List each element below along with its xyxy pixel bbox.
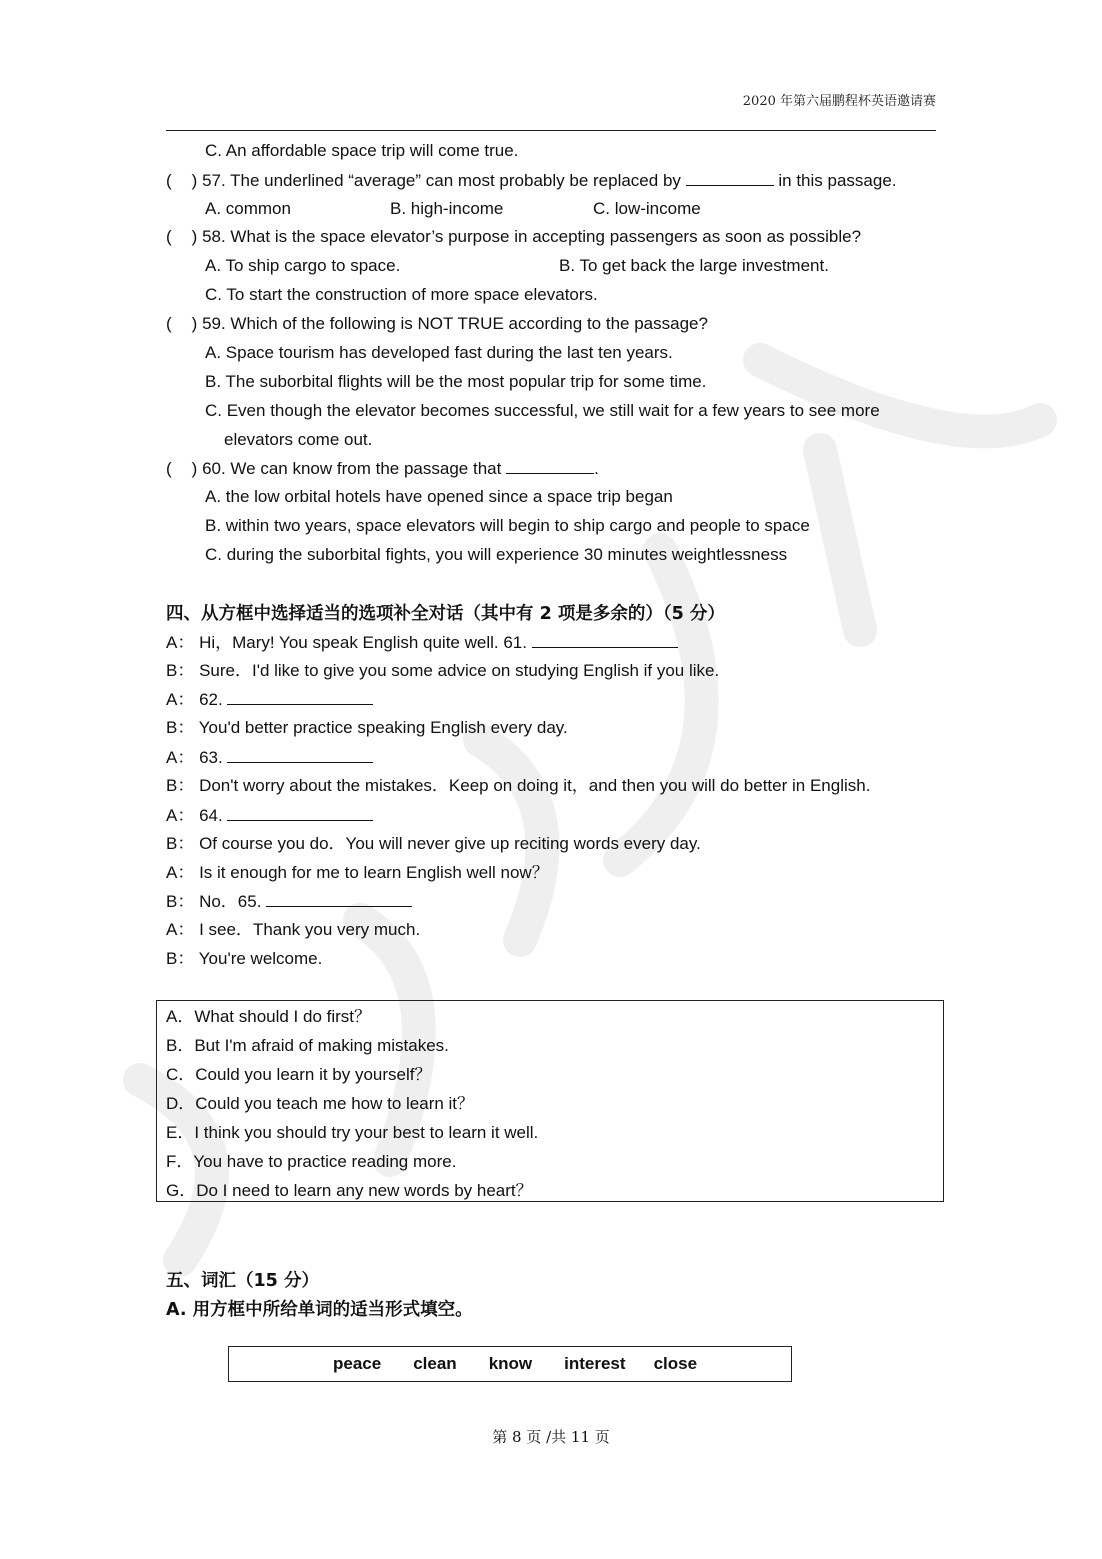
speaker-label: B： (166, 776, 195, 795)
dialogue-line (166, 805, 373, 826)
answer-paren-close: ) (191, 459, 198, 478)
speaker-label: A： (166, 806, 195, 825)
q58-text: 58. What is the space elevator’s purpose in accepting passengers as soon as possible? (202, 227, 862, 246)
word-list (333, 1354, 697, 1374)
option-b: B．But I'm afraid of making mistakes. (166, 1036, 449, 1055)
answer-blank-63 (227, 747, 373, 763)
word-item: close (653, 1354, 698, 1373)
speaker-label: A： (166, 633, 195, 652)
dialogue-text: I see．Thank you very much. (199, 920, 421, 939)
q57-stem (166, 170, 897, 191)
section5-subtitle: A. 用方框中所给单词的适当形式填空。 (166, 1300, 473, 1320)
q57-option-a: A. common (205, 199, 291, 218)
q58-stem (166, 227, 861, 247)
answer-blank-61 (532, 632, 678, 648)
dialogue-text: No．65. (199, 892, 262, 911)
dialogue-text: You're welcome. (198, 949, 323, 968)
dialogue-text: You'd better practice speaking English every day. (198, 718, 568, 737)
answer-paren-close: ) (191, 227, 198, 246)
option-a: A．What should I do first？ (166, 1007, 372, 1026)
q57-text: 57. The underlined “average” can most probably be replaced by (202, 171, 681, 190)
q58-option-b: B. To get back the large investment. (559, 256, 829, 275)
dialogue-text: 64. (199, 806, 223, 825)
section5-title: 五、词汇（15 分） (166, 1271, 319, 1291)
dialogue-line (166, 661, 719, 681)
dialogue-text: Don't worry about the mistakes．Keep on doing it，and then you will do better in English. (199, 776, 871, 795)
section4-title: 四、从方框中选择适当的选项补全对话（其中有 2 项是多余的）（5 分） (166, 604, 725, 624)
dialogue-line (166, 863, 549, 883)
speaker-label: B： (166, 834, 195, 853)
q56-option-c: C. An affordable space trip will come true. (205, 141, 519, 160)
dialogue-text: 62. (199, 690, 223, 709)
dialogue-text: 63. (199, 748, 223, 767)
answer-paren-open: ( (166, 314, 172, 333)
q59-option-c: C. Even though the elevator becomes successful, we still wait for a few years to see more (205, 401, 880, 420)
speaker-label: A： (166, 920, 195, 939)
answer-blank-62 (227, 689, 373, 705)
page-footer: 第 8 页 /共 11 页 (492, 1428, 610, 1446)
option-f: F．You have to practice reading more. (166, 1152, 457, 1171)
speaker-label: B： (166, 892, 195, 911)
word-item: interest (564, 1354, 626, 1373)
answer-paren-open: ( (166, 459, 172, 478)
q58-option-c: C. To start the construction of more space elevators. (205, 285, 598, 304)
dialogue-line (166, 891, 412, 912)
answer-blank-64 (227, 805, 373, 821)
dialogue-line (166, 689, 373, 710)
option-e: E．I think you should try your best to learn it well. (166, 1123, 539, 1142)
q59-option-a: A. Space tourism has developed fast during the last ten years. (205, 343, 673, 362)
dialogue-text: Of course you do．You will never give up reciting words every day. (199, 834, 701, 853)
q57-text-end: in this passage. (778, 171, 897, 190)
answer-paren-close: ) (191, 314, 198, 333)
word-item: clean (413, 1354, 457, 1373)
option-c: C．Could you learn it by yourself？ (166, 1065, 432, 1084)
dialogue-text: Sure．I'd like to give you some advice on studying English if you like. (199, 661, 720, 680)
q60-stem (166, 458, 599, 479)
speaker-label: B： (166, 661, 195, 680)
q59-option-b: B. The suborbital flights will be the most popular trip for some time. (205, 372, 707, 391)
dialogue-line (166, 834, 701, 854)
speaker-label: A： (166, 748, 195, 767)
dialogue-line (166, 949, 322, 969)
q59-text: 59. Which of the following is NOT TRUE according to the passage? (202, 314, 708, 333)
word-item: peace (333, 1354, 382, 1373)
q57-blank (686, 170, 774, 186)
option-g: G．Do I need to learn any new words by heart？ (166, 1181, 533, 1200)
q60-text: 60. We can know from the passage that (202, 459, 502, 478)
dialogue-line (166, 776, 870, 796)
q58-option-a: A. To ship cargo to space. (205, 256, 401, 275)
word-item: know (488, 1354, 533, 1373)
speaker-label: B： (166, 949, 195, 968)
speaker-label: A： (166, 863, 195, 882)
q60-option-a: A. the low orbital hotels have opened since a space trip began (205, 487, 673, 506)
q60-blank (506, 458, 594, 474)
word-box (228, 1346, 792, 1382)
q60-option-c: C. during the suborbital fights, you will experience 30 minutes weightlessness (205, 545, 788, 564)
dialogue-line (166, 718, 568, 738)
page-header: 2020 年第六届鹏程杯英语邀请赛 (742, 94, 936, 109)
speaker-label: A： (166, 690, 195, 709)
q60-end: . (594, 459, 599, 478)
dialogue-line (166, 920, 420, 940)
dialogue-line (166, 632, 678, 653)
dialogue-text: Hi，Mary! You speak English quite well. 61. (199, 633, 527, 652)
answer-blank-65 (266, 891, 412, 907)
q59-stem (166, 314, 708, 334)
dialogue-text: Is it enough for me to learn English well now？ (199, 863, 549, 882)
q57-option-c: C. low-income (593, 199, 701, 218)
speaker-label: B： (166, 718, 195, 737)
answer-paren-close: ) (191, 171, 198, 190)
option-d: D．Could you teach me how to learn it？ (166, 1094, 475, 1113)
q57-option-b: B. high-income (390, 199, 504, 218)
answer-paren-open: ( (166, 227, 172, 246)
q60-option-b: B. within two years, space elevators will begin to ship cargo and people to space (205, 516, 810, 535)
answer-paren-open: ( (166, 171, 172, 190)
header-divider (166, 130, 936, 131)
q59-option-c-cont: elevators come out. (224, 430, 373, 449)
dialogue-line (166, 747, 373, 768)
